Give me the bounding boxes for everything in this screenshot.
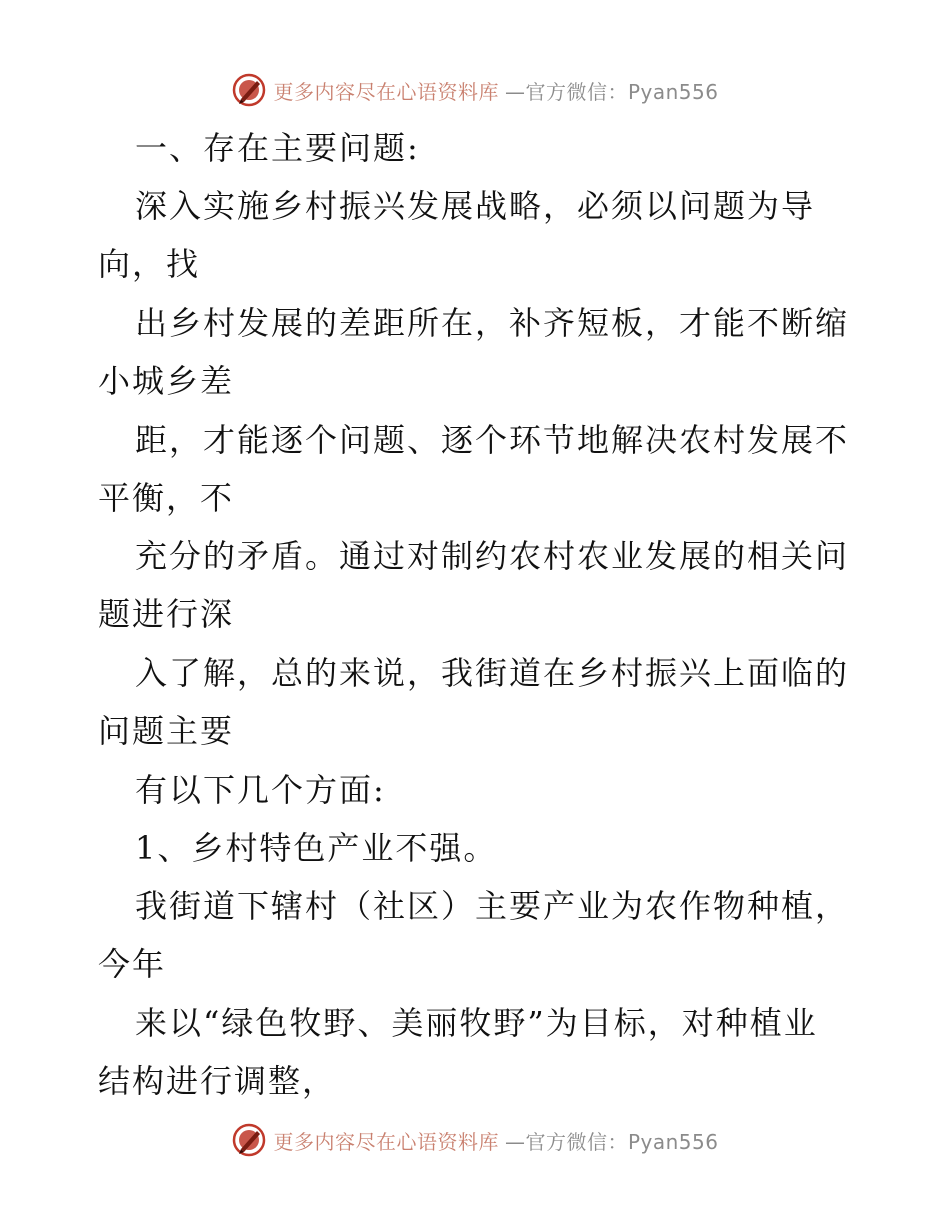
section-heading: 一、存在主要问题: <box>135 129 420 167</box>
paragraph-line: 距，才能逐个问题、逐个环节地解决农村发展不 <box>135 421 850 459</box>
paragraph-line: 我街道下辖村（社区）主要产业为农作物种植， <box>135 887 850 925</box>
paragraph-line: 今年 <box>98 945 167 983</box>
paragraph-line: 入了解，总的来说，我街道在乡村振兴上面临的 <box>135 654 850 692</box>
subsection-heading: 1、乡村特色产业不强。 <box>135 829 498 867</box>
paragraph-line: 深入实施乡村振兴发展战略，必须以问题为导 <box>135 187 816 225</box>
paragraph-line: 出乡村发展的差距所在，补齐短板，才能不断缩 <box>135 304 850 342</box>
paragraph-line: 平衡，不 <box>98 479 235 517</box>
header-banner <box>0 70 950 110</box>
red-pen-seal-icon <box>231 72 267 108</box>
paragraph-line: 小城乡差 <box>98 362 235 400</box>
paragraph-line: 问题主要 <box>98 712 235 750</box>
promo-text: 更多内容尽在心语资料库 —官方微信：Pyan556 <box>273 1129 719 1154</box>
footer-banner <box>0 1120 950 1160</box>
paragraph-line: 充分的矛盾。通过对制约农村农业发展的相关问 <box>135 537 850 575</box>
paragraph-line: 向，找 <box>98 245 201 283</box>
paragraph-line: 结构进行调整， <box>98 1062 337 1100</box>
paragraph-line: 题进行深 <box>98 595 235 633</box>
paragraph-line: 有以下几个方面: <box>135 771 386 809</box>
paragraph-line: 来以“绿色牧野、美丽牧野”为目标，对种植业 <box>135 1004 818 1042</box>
red-pen-seal-icon <box>231 1122 267 1158</box>
promo-text: 更多内容尽在心语资料库 —官方微信：Pyan556 <box>273 79 719 104</box>
